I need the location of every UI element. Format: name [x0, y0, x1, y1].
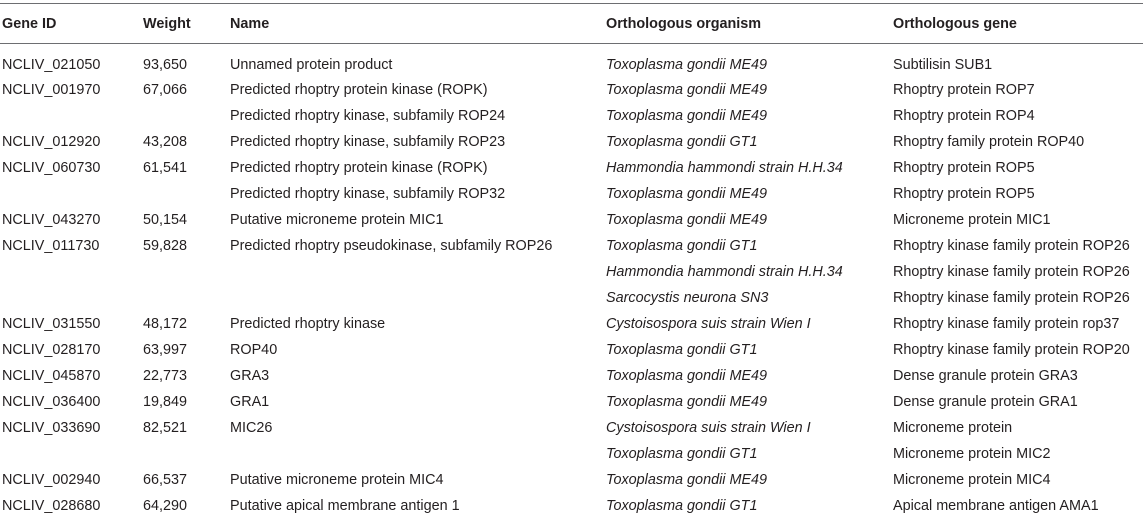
cell-gene-id: NCLIV_028680 — [2, 498, 101, 515]
cell-weight — [141, 182, 228, 208]
cell-weight: 67,066 — [143, 82, 188, 99]
cell-weight: 64,290 — [143, 498, 188, 515]
cell-weight: 59,828 — [143, 238, 188, 255]
cell-orthologous-gene: Rhoptry protein ROP5 — [893, 186, 1035, 203]
cell-weight: 82,521 — [143, 420, 188, 437]
cell-orthologous-organism: Hammondia hammondi strain H.H.34 — [606, 264, 843, 281]
cell-name: Predicted rhoptry protein kinase (ROPK) — [230, 160, 488, 177]
cell-name: Predicted rhoptry kinase, subfamily ROP24 — [230, 108, 506, 125]
cell-orthologous-organism: Toxoplasma gondii ME49 — [606, 108, 768, 125]
table-row — [0, 468, 1143, 494]
cell-orthologous-organism: Sarcocystis neurona SN3 — [606, 290, 769, 307]
table-header — [0, 4, 1143, 44]
cell-orthologous-gene: Rhoptry kinase family protein ROP26 — [893, 290, 1130, 307]
cell-orthologous-organism: Toxoplasma gondii GT1 — [606, 498, 758, 515]
cell-name: Unnamed protein product — [230, 56, 393, 73]
cell-name: Putative microneme protein MIC4 — [230, 472, 444, 489]
cell-name: Putative microneme protein MIC1 — [230, 212, 444, 229]
table-row — [0, 156, 1143, 182]
cell-weight: 50,154 — [143, 212, 188, 229]
cell-orthologous-organism: Toxoplasma gondii GT1 — [606, 342, 758, 359]
header-gene-id: Gene ID — [2, 15, 57, 32]
cell-orthologous-gene: Subtilisin SUB1 — [893, 56, 993, 73]
cell-orthologous-organism: Toxoplasma gondii ME49 — [606, 56, 768, 73]
cell-weight — [141, 260, 228, 286]
cell-gene-id: NCLIV_011730 — [2, 238, 100, 255]
cell-gene-id: NCLIV_001970 — [2, 82, 101, 99]
cell-gene-id: NCLIV_060730 — [2, 160, 101, 177]
cell-gene-id — [0, 442, 141, 468]
cell-orthologous-organism: Hammondia hammondi strain H.H.34 — [606, 160, 843, 177]
table-row — [0, 104, 1143, 130]
cell-weight: 66,537 — [143, 472, 188, 489]
cell-gene-id: NCLIV_031550 — [2, 316, 101, 333]
cell-name: MIC26 — [230, 420, 273, 437]
header-row — [0, 4, 1143, 44]
cell-gene-id: NCLIV_033690 — [2, 420, 101, 437]
cell-name: Predicted rhoptry kinase — [230, 316, 386, 333]
cell-orthologous-organism: Toxoplasma gondii ME49 — [606, 186, 768, 203]
table-row — [0, 234, 1143, 260]
cell-name: Predicted rhoptry protein kinase (ROPK) — [230, 82, 488, 99]
cell-orthologous-gene: Rhoptry kinase family protein rop37 — [893, 316, 1120, 333]
cell-name: Predicted rhoptry pseudokinase, subfamily ROP26 — [230, 238, 553, 255]
cell-name: ROP40 — [230, 342, 278, 359]
cell-name: Predicted rhoptry kinase, subfamily ROP23 — [230, 134, 506, 151]
cell-orthologous-gene: Microneme protein MIC4 — [893, 472, 1051, 489]
cell-weight — [141, 104, 228, 130]
header-orthologous-organism: Orthologous organism — [606, 15, 762, 32]
table-row — [0, 390, 1143, 416]
cell-orthologous-gene: Apical membrane antigen AMA1 — [893, 498, 1099, 515]
table-row — [0, 182, 1143, 208]
header-weight: Weight — [143, 15, 191, 32]
cell-gene-id — [0, 182, 141, 208]
table-row — [0, 44, 1143, 78]
cell-gene-id: NCLIV_012920 — [2, 134, 101, 151]
cell-name: GRA3 — [230, 368, 270, 385]
cell-name — [228, 260, 604, 286]
cell-weight — [141, 442, 228, 468]
table-row — [0, 130, 1143, 156]
cell-gene-id — [0, 286, 141, 312]
cell-weight: 19,849 — [143, 394, 188, 411]
cell-orthologous-gene: Rhoptry protein ROP7 — [893, 82, 1035, 99]
table-row — [0, 260, 1143, 286]
cell-name — [228, 442, 604, 468]
cell-orthologous-organism: Toxoplasma gondii ME49 — [606, 212, 768, 229]
cell-orthologous-gene: Dense granule protein GRA1 — [893, 394, 1078, 411]
table-row — [0, 208, 1143, 234]
cell-orthologous-organism: Cystoisospora suis strain Wien I — [606, 316, 811, 333]
cell-gene-id: NCLIV_045870 — [2, 368, 101, 385]
cell-weight — [141, 286, 228, 312]
cell-weight: 43,208 — [143, 134, 188, 151]
cell-orthologous-gene: Microneme protein — [893, 420, 1013, 437]
table-row — [0, 312, 1143, 338]
cell-weight: 48,172 — [143, 316, 188, 333]
cell-gene-id — [0, 260, 141, 286]
cell-orthologous-gene: Microneme protein MIC2 — [893, 446, 1051, 463]
cell-orthologous-organism: Toxoplasma gondii GT1 — [606, 134, 758, 151]
table-row — [0, 442, 1143, 468]
table-body — [0, 44, 1143, 520]
cell-orthologous-gene: Rhoptry protein ROP4 — [893, 108, 1035, 125]
cell-gene-id: NCLIV_021050 — [2, 56, 101, 73]
cell-orthologous-gene: Rhoptry kinase family protein ROP26 — [893, 238, 1130, 255]
cell-orthologous-gene: Rhoptry kinase family protein ROP20 — [893, 342, 1130, 359]
cell-orthologous-organism: Toxoplasma gondii ME49 — [606, 82, 768, 99]
table-row — [0, 338, 1143, 364]
table-row — [0, 286, 1143, 312]
cell-name — [228, 286, 604, 312]
cell-orthologous-gene: Dense granule protein GRA3 — [893, 368, 1078, 385]
header-orthologous-gene: Orthologous gene — [893, 15, 1017, 32]
cell-orthologous-organism: Toxoplasma gondii ME49 — [606, 368, 768, 385]
cell-orthologous-organism: Cystoisospora suis strain Wien I — [606, 420, 811, 437]
cell-name: Putative apical membrane antigen 1 — [230, 498, 460, 515]
cell-weight: 22,773 — [143, 368, 188, 385]
cell-gene-id: NCLIV_002940 — [2, 472, 101, 489]
cell-orthologous-gene: Rhoptry kinase family protein ROP26 — [893, 264, 1130, 281]
cell-name: GRA1 — [230, 394, 270, 411]
cell-gene-id — [0, 104, 141, 130]
cell-gene-id: NCLIV_028170 — [2, 342, 101, 359]
cell-orthologous-gene: Microneme protein MIC1 — [893, 212, 1051, 229]
cell-orthologous-gene: Rhoptry family protein ROP40 — [893, 134, 1085, 151]
cell-orthologous-organism: Toxoplasma gondii GT1 — [606, 238, 758, 255]
cell-orthologous-gene: Rhoptry protein ROP5 — [893, 160, 1035, 177]
cell-orthologous-organism: Toxoplasma gondii ME49 — [606, 472, 768, 489]
cell-gene-id: NCLIV_043270 — [2, 212, 101, 229]
cell-weight: 63,997 — [143, 342, 188, 359]
cell-name: Predicted rhoptry kinase, subfamily ROP32 — [230, 186, 506, 203]
header-name: Name — [230, 15, 270, 32]
cell-weight: 93,650 — [143, 56, 188, 73]
table-row — [0, 416, 1143, 442]
orthologous-genes-table — [0, 3, 1143, 520]
table-row — [0, 494, 1143, 520]
cell-weight: 61,541 — [143, 160, 188, 177]
table-row — [0, 364, 1143, 390]
cell-orthologous-organism: Toxoplasma gondii GT1 — [606, 446, 758, 463]
cell-gene-id: NCLIV_036400 — [2, 394, 101, 411]
cell-orthologous-organism: Toxoplasma gondii ME49 — [606, 394, 768, 411]
table-row — [0, 78, 1143, 104]
